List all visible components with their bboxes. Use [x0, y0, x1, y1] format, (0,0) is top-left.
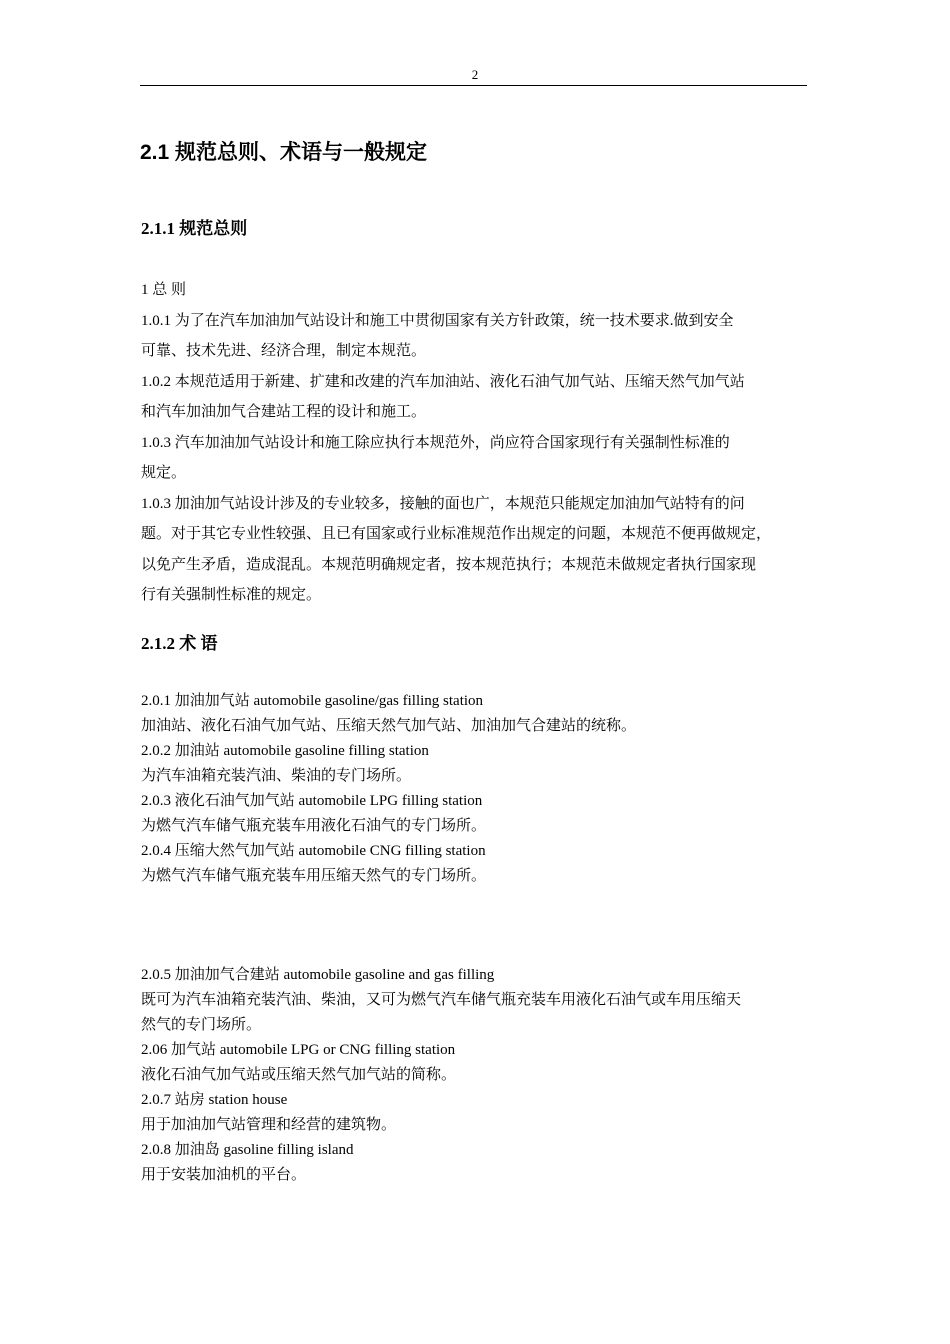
- term-line: 2.0.4 压缩大然气加气站 automobile CNG filling station: [141, 843, 486, 859]
- terms-list-part-2: [141, 963, 811, 1188]
- terms-list-part-1: [141, 689, 811, 889]
- text-line: 1.0.1 为了在汽车加油加气站设计和施工中贯彻国家有关方针政策，统一技术要求.做到安全: [141, 312, 734, 329]
- term-line: 2.0.2 加油站 automobile gasoline filling station: [141, 743, 429, 759]
- text-line: 规定。: [141, 465, 187, 481]
- header-rule: [140, 85, 807, 86]
- text-line: 行有关强制性标准的规定。: [141, 587, 322, 603]
- text-line: 以免产生矛盾，造成混乱。本规范明确规定者，按本规范执行；本规范未做规定者执行国家现: [141, 556, 757, 573]
- text-line: 1 总 则: [141, 282, 187, 298]
- term-line: 为燃气汽车储气瓶充装车用压缩天然气的专门场所。: [141, 868, 487, 884]
- text-line: 1.0.3 汽车加油加气站设计和施工除应执行本规范外，尚应符合国家现行有关强制性标准的: [141, 434, 730, 451]
- subsection-title-general: 2.1.1 规范总则: [141, 219, 248, 238]
- term-line: 2.0.1 加油加气站 automobile gasoline/gas filling station: [141, 693, 484, 709]
- term-line: 2.0.7 站房 station house: [141, 1092, 288, 1108]
- term-line: 液化石油气加气站或压缩天然气加气站的简称。: [141, 1067, 457, 1083]
- text-line: 1.0.2 本规范适用于新建、扩建和改建的汽车加油站、液化石油气加气站、压缩天然气加气站: [141, 373, 745, 390]
- term-line: 为燃气汽车储气瓶充装车用液化石油气的专门场所。: [141, 818, 487, 834]
- term-line: 既可为汽车油箱充装汽油、柴油，又可为燃气汽车储气瓶充装车用液化石油气或车用压缩天: [141, 992, 742, 1008]
- term-line: 2.06 加气站 automobile LPG or CNG filling station: [141, 1042, 456, 1058]
- term-line: 2.0.8 加油岛 gasoline filling island: [141, 1142, 354, 1158]
- term-line: 为汽车油箱充装汽油、柴油的专门场所。: [141, 768, 412, 784]
- text-line: 题。对于其它专业性较强、且已有国家或行业标准规范作出规定的问题，本规范不便再做规定，: [141, 526, 772, 542]
- text-line: 1.0.3 加油加气站设计涉及的专业较多，接触的面也广，本规范只能规定加油加气站特有的问: [141, 495, 745, 512]
- text-line: 和汽车加油加气合建站工程的设计和施工。: [141, 404, 427, 420]
- term-line: 2.0.5 加油加气合建站 automobile gasoline and gas filling: [141, 967, 495, 983]
- page-number: 2: [471, 67, 479, 82]
- term-line: 加油站、液化石油气加气站、压缩天然气加气站、加油加气合建站的统称。: [141, 718, 637, 734]
- subsection-title-terms: 2.1.2 术 语: [141, 634, 218, 653]
- term-line: 用于加油加气站管理和经营的建筑物。: [141, 1117, 397, 1133]
- section-title: 2.1 规范总则、术语与一般规定: [140, 141, 428, 164]
- general-provisions-body: [141, 275, 811, 611]
- term-line: 2.0.3 液化石油气加气站 automobile LPG filling station: [141, 793, 483, 809]
- term-line: 用于安装加油机的平台。: [141, 1167, 307, 1183]
- term-line: 然气的专门场所。: [141, 1017, 262, 1033]
- text-line: 可靠、技术先进、经济合理，制定本规范。: [141, 343, 427, 359]
